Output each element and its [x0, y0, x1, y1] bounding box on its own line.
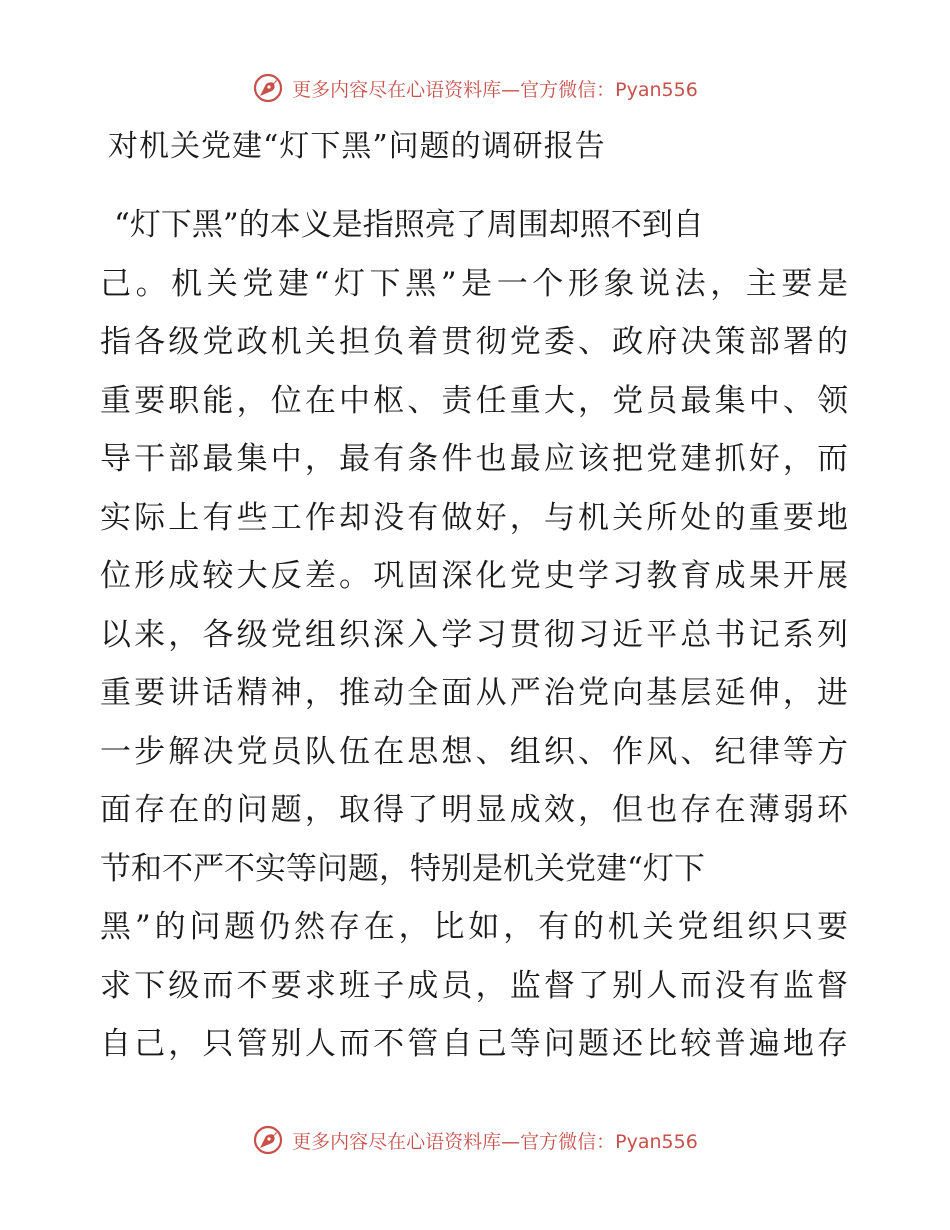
body-line: 求下级而不要求班子成员，监督了别人而没有监督	[100, 967, 848, 1004]
body-line: 面存在的问题，取得了明显成效，但也存在薄弱环	[100, 792, 848, 828]
watermark-header	[0, 72, 950, 104]
watermark-text: 更多内容尽在心语资料库—官方微信：Pyan556	[292, 78, 698, 101]
body-line: 实际上有些工作却没有做好，与机关所处的重要地	[100, 499, 848, 536]
body-line: 重要职能，位在中枢、责任重大，党员最集中、领	[100, 382, 848, 419]
body-line: 黑”的问题仍然存在，比如，有的机关党组织只要	[100, 909, 848, 945]
pen-nib-logo-icon	[252, 72, 284, 104]
watermark-footer	[0, 1124, 950, 1156]
pen-nib-logo-icon	[252, 1124, 284, 1156]
body-line: 指各级党政机关担负着贯彻党委、政府决策部署的	[100, 324, 848, 360]
body-line: 导干部最集中，最有条件也最应该把党建抓好，而	[100, 441, 848, 477]
body-line: 节和不严不实等问题，特别是机关党建“灯下	[100, 850, 705, 887]
watermark-text: 更多内容尽在心语资料库—官方微信：Pyan556	[292, 1130, 698, 1153]
body-line: 位形成较大反差。巩固深化党史学习教育成果开展	[100, 558, 848, 594]
body-line: “灯下黑”的本义是指照亮了周围却照不到自	[114, 207, 704, 243]
body-line: 己。机关党建“灯下黑”是一个形象说法，主要是	[100, 265, 848, 302]
document-body	[100, 196, 848, 1074]
body-line: 自己，只管别人而不管自己等问题还比较普遍地存	[100, 1026, 848, 1062]
body-line: 重要讲话精神，推动全面从严治党向基层延伸，进	[100, 675, 848, 711]
body-line: 一步解决党员队伍在思想、组织、作风、纪律等方	[100, 733, 848, 770]
body-line: 以来，各级党组织深入学习贯彻习近平总书记系列	[100, 616, 848, 653]
document-title: 对机关党建“灯下黑”问题的调研报告	[108, 129, 606, 164]
